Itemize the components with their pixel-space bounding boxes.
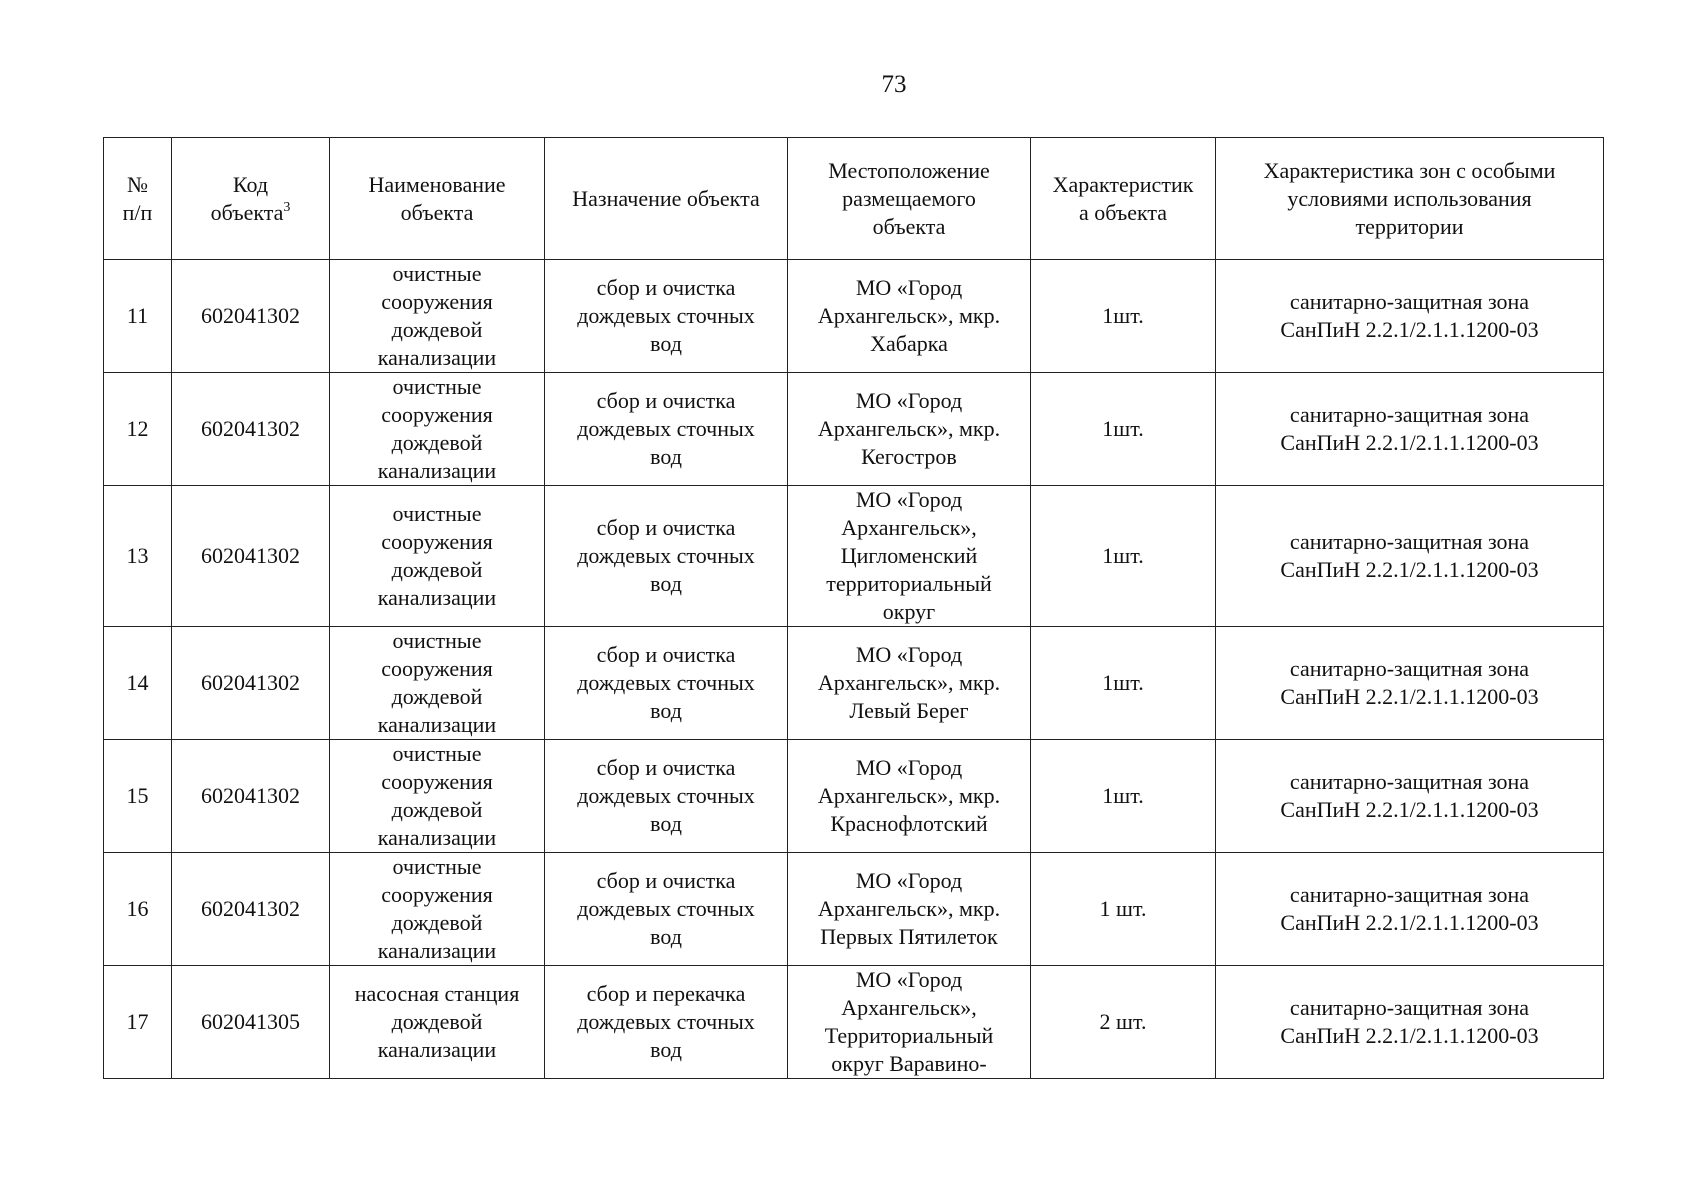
cell-location: МО «Город Архангельск», мкр. Левый Берег xyxy=(788,627,1031,740)
cell-location: МО «Город Архангельск», Цигломенский территориальный округ xyxy=(788,486,1031,627)
table-header-row xyxy=(104,138,1604,260)
cell-characteristic: 1шт. xyxy=(1031,373,1216,486)
cell-code: 602041302 xyxy=(172,853,330,966)
header-characteristic: Характеристик а объекта xyxy=(1031,138,1216,260)
cell-zones: санитарно-защитная зона СанПиН 2.2.1/2.1.1.1200-03 xyxy=(1216,740,1604,853)
table-row xyxy=(104,853,1604,966)
cell-num: 14 xyxy=(104,627,172,740)
header-name: Наименование объекта xyxy=(330,138,545,260)
cell-zones: санитарно-защитная зона СанПиН 2.2.1/2.1.1.1200-03 xyxy=(1216,260,1604,373)
cell-characteristic: 2 шт. xyxy=(1031,966,1216,1079)
page-number: 73 xyxy=(881,71,907,98)
cell-code: 602041302 xyxy=(172,486,330,627)
header-location: Местоположение размещаемого объекта xyxy=(788,138,1031,260)
cell-name: очистные сооружения дождевой канализации xyxy=(330,853,545,966)
footnote-marker: 3 xyxy=(283,199,291,215)
cell-zones: санитарно-защитная зона СанПиН 2.2.1/2.1.1.1200-03 xyxy=(1216,966,1604,1079)
cell-name: насосная станция дождевой канализации xyxy=(330,966,545,1079)
cell-code: 602041302 xyxy=(172,740,330,853)
cell-location: МО «Город Архангельск», Территориальный округ Варавино- xyxy=(788,966,1031,1079)
cell-zones: санитарно-защитная зона СанПиН 2.2.1/2.1.1.1200-03 xyxy=(1216,627,1604,740)
cell-location: МО «Город Архангельск», мкр. Краснофлотский xyxy=(788,740,1031,853)
cell-code: 602041302 xyxy=(172,260,330,373)
table-row xyxy=(104,486,1604,627)
cell-name: очистные сооружения дождевой канализации xyxy=(330,486,545,627)
cell-purpose: сбор и очистка дождевых сточных вод xyxy=(545,373,788,486)
table-row xyxy=(104,740,1604,853)
cell-purpose: сбор и перекачка дождевых сточных вод xyxy=(545,966,788,1079)
header-zones: Характеристика зон с особыми условиями использования территории xyxy=(1216,138,1604,260)
cell-num: 16 xyxy=(104,853,172,966)
cell-purpose: сбор и очистка дождевых сточных вод xyxy=(545,627,788,740)
cell-name: очистные сооружения дождевой канализации xyxy=(330,740,545,853)
cell-purpose: сбор и очистка дождевых сточных вод xyxy=(545,853,788,966)
cell-code: 602041302 xyxy=(172,627,330,740)
cell-location: МО «Город Архангельск», мкр. Хабарка xyxy=(788,260,1031,373)
cell-characteristic: 1шт. xyxy=(1031,740,1216,853)
table-row xyxy=(104,966,1604,1079)
cell-zones: санитарно-защитная зона СанПиН 2.2.1/2.1.1.1200-03 xyxy=(1216,373,1604,486)
header-purpose: Назначение объекта xyxy=(545,138,788,260)
cell-location: МО «Город Архангельск», мкр. Первых Пятилеток xyxy=(788,853,1031,966)
header-code: Код объекта$^3$ xyxy=(172,138,330,260)
cell-characteristic: 1шт. xyxy=(1031,627,1216,740)
objects-table xyxy=(103,137,1604,1079)
cell-num: 11 xyxy=(104,260,172,373)
cell-num: 17 xyxy=(104,966,172,1079)
cell-num: 13 xyxy=(104,486,172,627)
cell-purpose: сбор и очистка дождевых сточных вод xyxy=(545,486,788,627)
header-num: № п/п xyxy=(104,138,172,260)
cell-characteristic: 1шт. xyxy=(1031,260,1216,373)
cell-zones: санитарно-защитная зона СанПиН 2.2.1/2.1.1.1200-03 xyxy=(1216,486,1604,627)
table-row xyxy=(104,260,1604,373)
cell-code: 602041302 xyxy=(172,373,330,486)
cell-name: очистные сооружения дождевой канализации xyxy=(330,627,545,740)
cell-name: очистные сооружения дождевой канализации xyxy=(330,260,545,373)
table-row xyxy=(104,627,1604,740)
cell-purpose: сбор и очистка дождевых сточных вод xyxy=(545,740,788,853)
cell-code: 602041305 xyxy=(172,966,330,1079)
cell-name: очистные сооружения дождевой канализации xyxy=(330,373,545,486)
table-row xyxy=(104,373,1604,486)
cell-num: 12 xyxy=(104,373,172,486)
cell-characteristic: 1 шт. xyxy=(1031,853,1216,966)
cell-characteristic: 1шт. xyxy=(1031,486,1216,627)
cell-location: МО «Город Архангельск», мкр. Кегостров xyxy=(788,373,1031,486)
cell-zones: санитарно-защитная зона СанПиН 2.2.1/2.1.1.1200-03 xyxy=(1216,853,1604,966)
cell-num: 15 xyxy=(104,740,172,853)
cell-purpose: сбор и очистка дождевых сточных вод xyxy=(545,260,788,373)
